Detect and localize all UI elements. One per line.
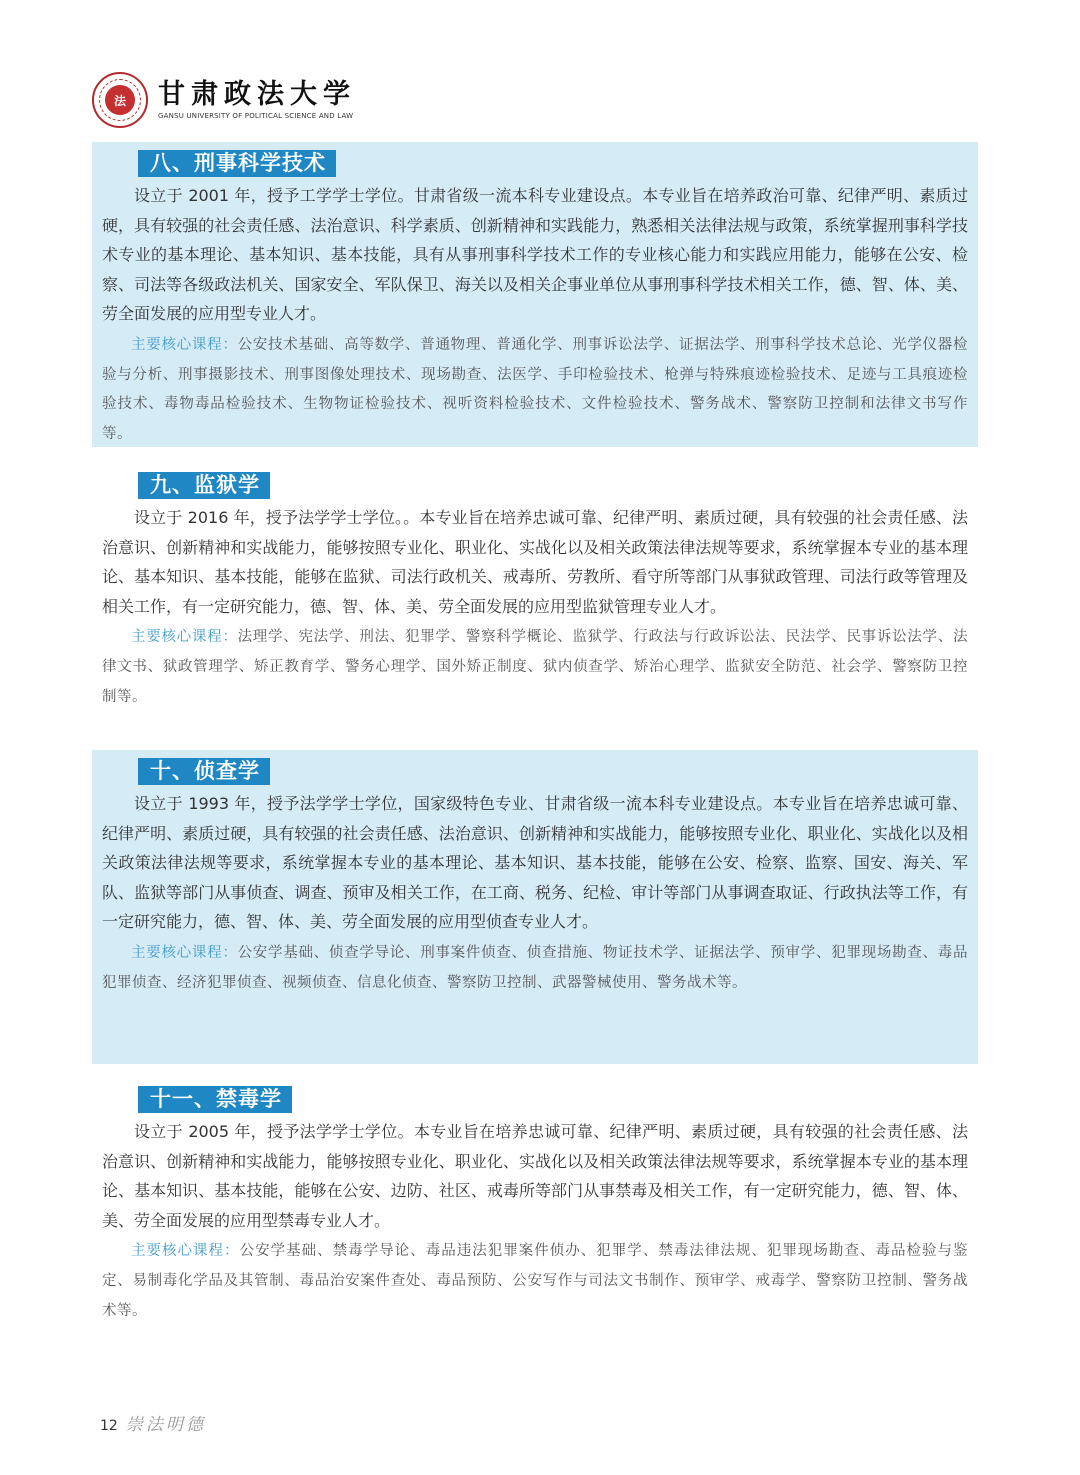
section-description: 设立于 2005 年，授予法学学士学位。本专业旨在培养忠诚可靠、纪律严明、素质过硬，具有较强的社会责任感、法治意识、创新精神和实战能力，能够按照专业化、职业化、实战化以及相关政策法律法规等要求，系统掌握本专业的基本理论、基本知识、基本技能，能够在公安、边防、社区、戒毒所等部门从事禁毒及相关工作，有一定研究能力，德、智、体、美、劳全面发展的应用型禁毒专业人才。 [102, 1122, 968, 1230]
university-name-cn: 甘肃政法大学 [158, 79, 356, 110]
section-heading: 十一、禁毒学 [138, 1086, 292, 1113]
page-header [92, 68, 492, 132]
section-description: 设立于 1993 年，授予法学学士学位，国家级特色专业、甘肃省级一流本科专业建设点。本专业旨在培养忠诚可靠、纪律严明、素质过硬，具有较强的社会责任感、法治意识、创新精神和实战能力，能够按照专业化、职业化、实战化以及相关政策法律法规等要求，系统掌握本专业的基本理论、基本知识、基本技能，能够在公安、检察、监察、国安、海关、军队、监狱等部门从事侦查、调查、预审及相关工作，在工商、税务、纪检、审计等部门从事调查取证、行政执法等工作，有一定研究能力，德、智、体、美、劳全面发展的应用型侦查专业人才。 [102, 794, 968, 932]
footer-slogan: 崇法明德 [125, 1415, 206, 1435]
section-description: 设立于 2016 年，授予法学学士学位。。本专业旨在培养忠诚可靠、纪律严明、素质过硬，具有较强的社会责任感、法治意识、创新精神和实战能力，能够按照专业化、职业化、实战化以及相关政策法律法规等要求，系统掌握本专业的基本理论、基本知识、基本技能，能够在监狱、司法行政机关、戒毒所、劳教所、看守所等部门从事狱政管理、司法行政等管理及相关工作，有一定研究能力，德、智、体、美、劳全面发展的应用型监狱管理专业人才。 [102, 508, 968, 616]
course-list: 公安学基础、禁毒学导论、毒品违法犯罪案件侦办、犯罪学、禁毒法律法规、犯罪现场勘查、毒品检验与鉴定、易制毒化学品及其管制、毒品治安案件查处、毒品预防、公安写作与司法文书制作、预审学、戒毒学、警察防卫控制、警务战术等。 [102, 1243, 969, 1319]
course-label: 主要核心课程： [131, 1243, 240, 1260]
section-forensic-science [92, 142, 978, 447]
course-list: 公安技术基础、高等数学、普通物理、普通化学、刑事诉讼法学、证据法学、刑事科学技术总论、光学仪器检验与分析、刑事摄影技术、刑事图像处理技术、现场勘查、法医学、手印检验技术、枪弹与特殊痕迹检验技术、足迹与工具痕迹检验技术、毒物毒品检验技术、生物物证检验技术、视听资料检验技术、文件检验技术、警务战术、警察防卫控制和法律文书写作等。 [102, 336, 969, 442]
section-heading: 十、侦查学 [138, 758, 270, 785]
section-courses [102, 939, 968, 998]
section-courses [102, 331, 968, 449]
university-seal-logo [92, 72, 148, 128]
section-courses [102, 623, 968, 712]
section-heading: 八、刑事科学技术 [138, 150, 336, 177]
section-heading: 九、监狱学 [138, 472, 270, 499]
page-footer [100, 1410, 206, 1435]
section-prison-science [92, 464, 978, 734]
course-label: 主要核心课程： [131, 629, 238, 646]
page-number: 12 [100, 1418, 118, 1434]
university-brand [158, 80, 356, 120]
section-description: 设立于 2001 年，授予工学学士学位。甘肃省级一流本科专业建设点。本专业旨在培养政治可靠、纪律严明、素质过硬，具有较强的社会责任感、法治意识、科学素质、创新精神和实践能力，熟悉相关法律法规与政策，系统掌握刑事科学技术专业的基本理论、基本知识、基本技能，具有从事刑事科学技术工作的专业核心能力和实践应用能力，能够在公安、检察、司法等各级政法机关、国家安全、军队保卫、海关以及相关企事业单位从事刑事科学技术相关工作，德、智、体、美、劳全面发展的应用型专业人才。 [102, 186, 968, 324]
section-courses [102, 1237, 968, 1326]
course-label: 主要核心课程： [131, 336, 238, 353]
seal-emblem-icon: 法 [105, 85, 135, 115]
section-investigation [92, 750, 978, 1064]
course-list: 公安学基础、侦查学导论、刑事案件侦查、侦查措施、物证技术学、证据法学、预审学、犯罪现场勘查、毒品犯罪侦查、经济犯罪侦查、视频侦查、信息化侦查、警察防卫控制、武器警械使用、警务战术等。 [102, 944, 969, 991]
university-name-en: GANSU UNIVERSITY OF POLITICAL SCIENCE AND LAW [158, 112, 354, 120]
section-narcotics-control [92, 1078, 978, 1328]
course-list: 法理学、宪法学、刑法、犯罪学、警察科学概论、监狱学、行政法与行政诉讼法、民法学、民事诉讼法学、法律文书、狱政管理学、矫正教育学、警务心理学、国外矫正制度、狱内侦查学、矫治心理学、监狱安全防范、社会学、警察防卫控制等。 [102, 629, 969, 705]
course-label: 主要核心课程： [131, 944, 238, 961]
